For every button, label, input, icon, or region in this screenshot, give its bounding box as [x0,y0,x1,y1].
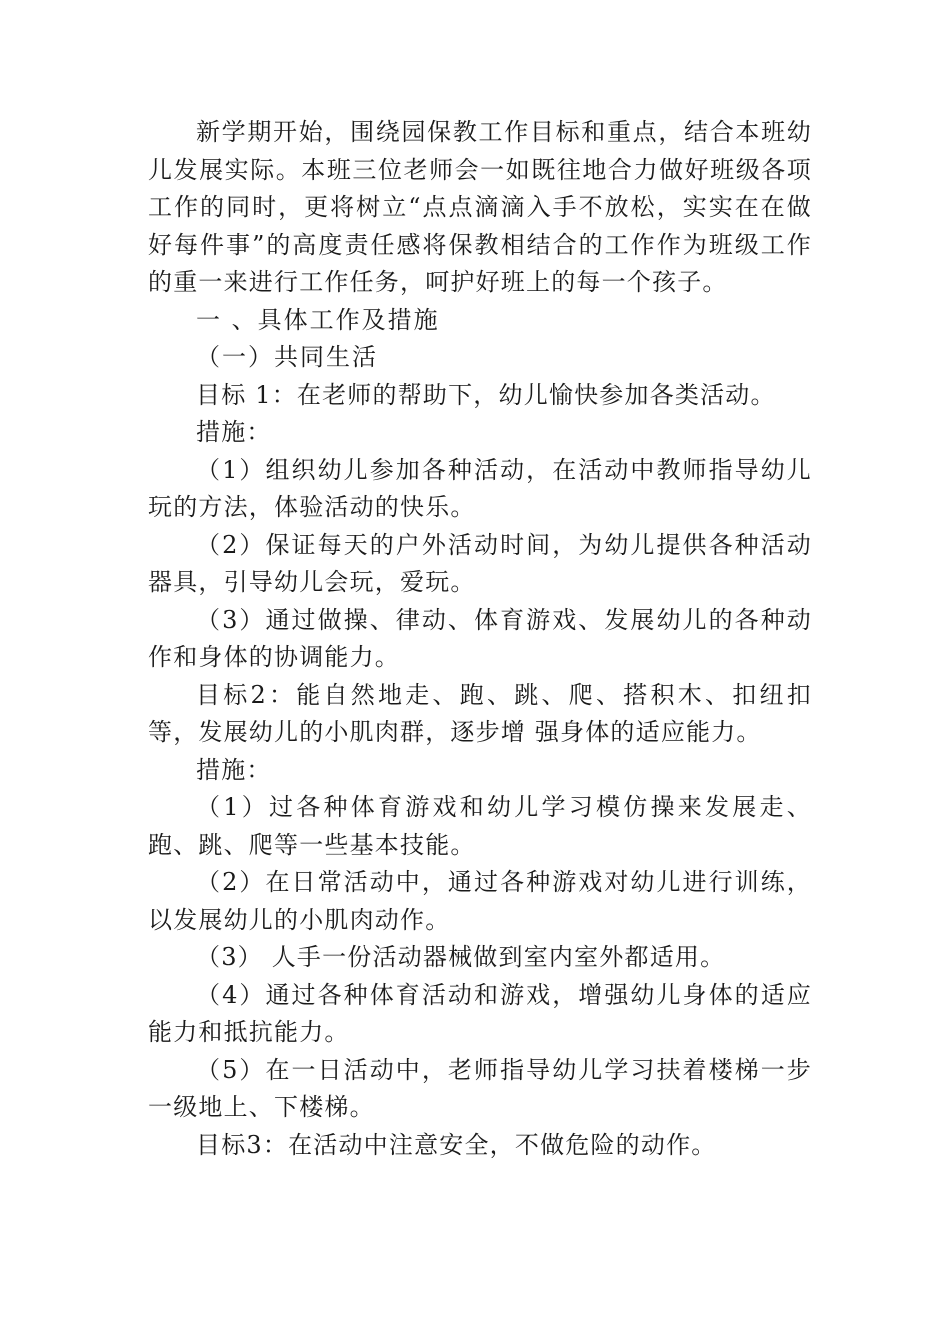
measures-label-1: 措施： [196,418,272,446]
measures-label-2: 措施： [196,755,272,784]
intro-paragraph: 新学期开始，围绕园保教工作目标和重点，结合本班幼儿发展实际。本班三位老师会一如既往地合力做好班级各项工作的同时，更将树立“点点滴滴入手不放松，实实在在做好每件事”的高度责任感将保教相结合的工作作为班级工作的重一来进行工作任务，呵护好班上的每一个孩子。 [148,118,812,296]
goal-3: 目标3：在活动中注意安全，不做危险的动作。 [196,1130,717,1159]
measure-2-3: （3） 人手一份活动器械做到室内室外都适用。 [196,943,726,971]
subsection-heading: （一）共同生活 [196,343,378,371]
goal-1: 目标 1：在老师的帮助下，幼儿愉快参加各类活动。 [196,380,776,409]
measure-2-2: （2）在日常活动中，通过各种游戏对幼儿进行训练，以发展幼儿的小肌肉动作。 [148,868,812,934]
measure-1-2: （2）保证每天的户外活动时间，为幼儿提供各种活动器具，引导幼儿会玩，爱玩。 [148,530,812,596]
measure-2-1: （1）过各种体育游戏和幼儿学习模仿操来发展走、跑、跳、爬等一些基本技能。 [148,793,812,859]
measure-1-3: （3）通过做操、律动、体育游戏、发展幼儿的各种动作和身体的协调能力。 [148,605,812,671]
measure-2-4: （4）通过各种体育活动和游戏，增强幼儿身体的适应能力和抵抗能力。 [148,980,812,1046]
measure-1-1: （1）组织幼儿参加各种活动，在活动中教师指导幼儿玩的方法，体验活动的快乐。 [148,455,812,521]
measure-2-5: （5）在一日活动中，老师指导幼儿学习扶着楼梯一步一级地上、下楼梯。 [148,1055,812,1121]
section-heading: 一 、具体工作及措施 [196,305,440,334]
goal-2: 目标2：能自然地走、跑、跳、爬、搭积木、扣纽扣等，发展幼儿的小肌肉群，逐步增 强身体的适应能力。 [148,680,812,746]
document-body [148,114,812,1164]
